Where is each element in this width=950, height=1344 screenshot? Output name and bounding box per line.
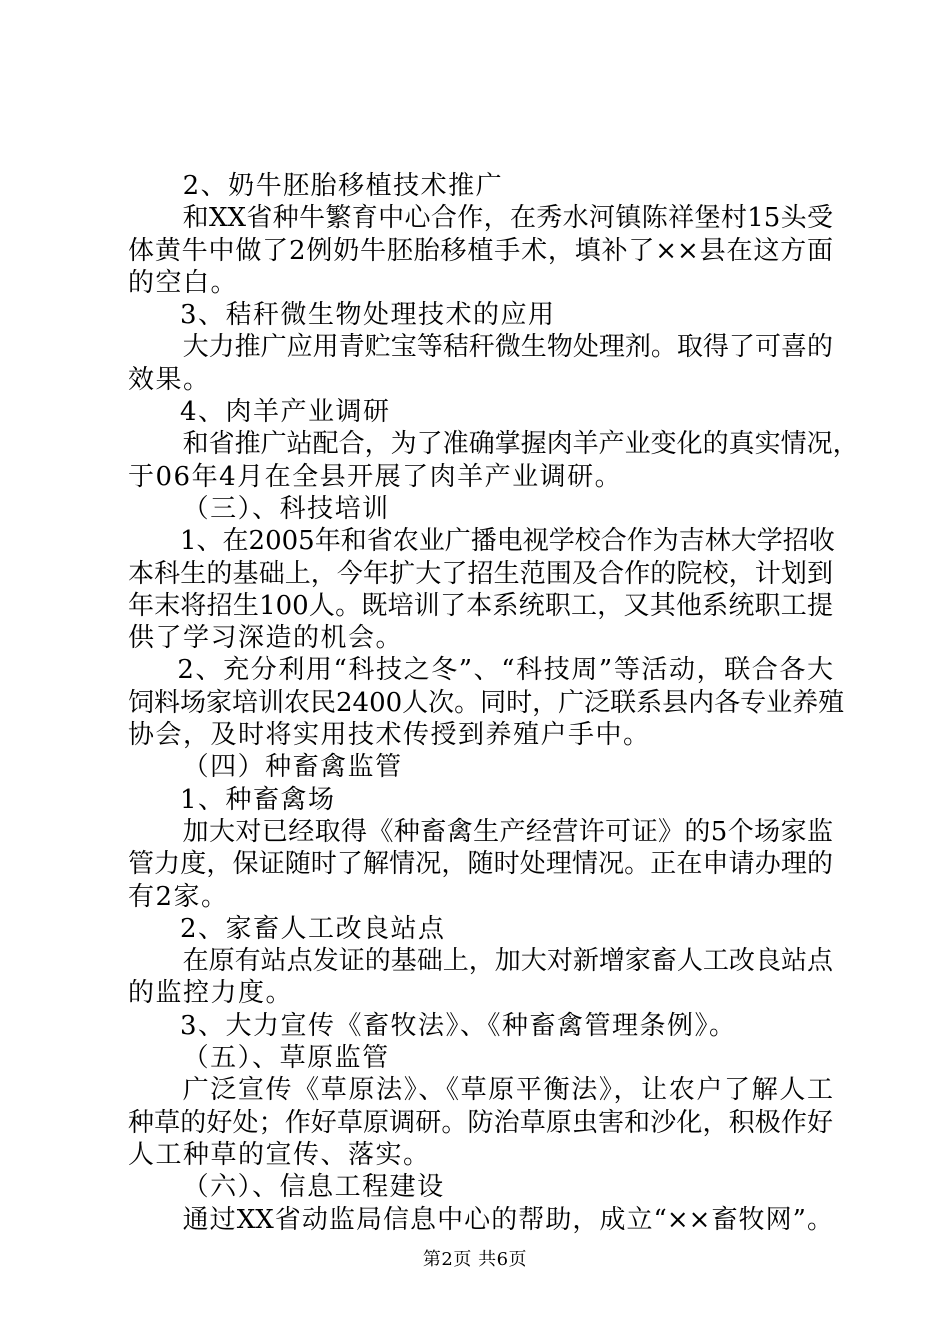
text-line: （四）种畜禽监管 — [182, 752, 403, 783]
text-line: 于06年4月在全县开展了肉羊产业调研。 — [128, 461, 623, 492]
text-line: 体黄牛中做了2例奶牛胚胎移植手术，填补了××县在这方面 — [128, 235, 833, 266]
text-line: 和XX省种牛繁育中心合作，在秀水河镇陈祥堡村15头受 — [182, 203, 833, 234]
text-line: 人工种草的宣传、落实。 — [128, 1139, 431, 1170]
text-line: 种草的好处；作好草原调研。防治草原虫害和沙化，积极作好 — [128, 1107, 833, 1138]
text-line: 3、秸秆微生物处理技术的应用 — [180, 300, 556, 331]
text-line: 1、种畜禽场 — [180, 784, 336, 815]
text-line: （五）、草原监管 — [182, 1043, 390, 1074]
page-footer: 第2页 共6页 — [422, 1249, 528, 1270]
text-line: 饲料场家培训农民2400人次。同时，广泛联系县内各专业养殖 — [128, 687, 845, 718]
text-line: 协会，及时将实用技术传授到养殖户手中。 — [128, 720, 651, 751]
text-line: 2、奶牛胚胎移植技术推广 — [182, 171, 504, 201]
text-line: 年末将招生100人。既培训了本系统职工，又其他系统职工提 — [128, 590, 833, 621]
text-line: 和省推广站配合，为了准确掌握肉羊产业变化的真实情况， — [182, 429, 859, 460]
text-line: 有2家。 — [128, 881, 229, 912]
text-line: 3、大力宣传《畜牧法》、《种畜禽管理条例》。 — [180, 1010, 737, 1041]
text-line: 加大对已经取得《种畜禽生产经营许可证》的5个场家监 — [182, 816, 833, 847]
text-line: 供了学习深造的机会。 — [128, 623, 404, 654]
text-line: （三）、科技培训 — [182, 493, 390, 524]
text-line: 大力推广应用青贮宝等秸秆微生物处理剂。取得了可喜的 — [182, 332, 833, 363]
text-line: 效果。 — [128, 364, 211, 395]
document-body — [128, 170, 859, 1236]
text-line: 2、充分利用“科技之冬”、“科技周”等活动，联合各大 — [177, 655, 833, 686]
text-line: 的空白。 — [128, 267, 239, 298]
text-line: （六）、信息工程建设 — [182, 1172, 445, 1203]
text-line: 2、家畜人工改良站点 — [180, 913, 446, 944]
text-line: 1、在2005年和省农业广播电视学校合作为吉林大学招收 — [180, 526, 835, 557]
text-line: 4、肉羊产业调研 — [180, 397, 391, 428]
text-line: 广泛宣传《草原法》、《草原平衡法》，让农户了解人工 — [182, 1075, 833, 1106]
text-line: 在原有站点发证的基础上，加大对新增家畜人工改良站点 — [182, 946, 833, 977]
text-line: 管力度，保证随时了解情况，随时处理情况。正在申请办理的 — [128, 849, 833, 880]
text-line: 通过XX省动监局信息中心的帮助，成立“××畜牧网”。 — [182, 1204, 833, 1235]
text-line: 的监控力度。 — [128, 978, 294, 1009]
text-line: 本科生的基础上，今年扩大了招生范围及合作的院校，计划到 — [128, 558, 833, 589]
